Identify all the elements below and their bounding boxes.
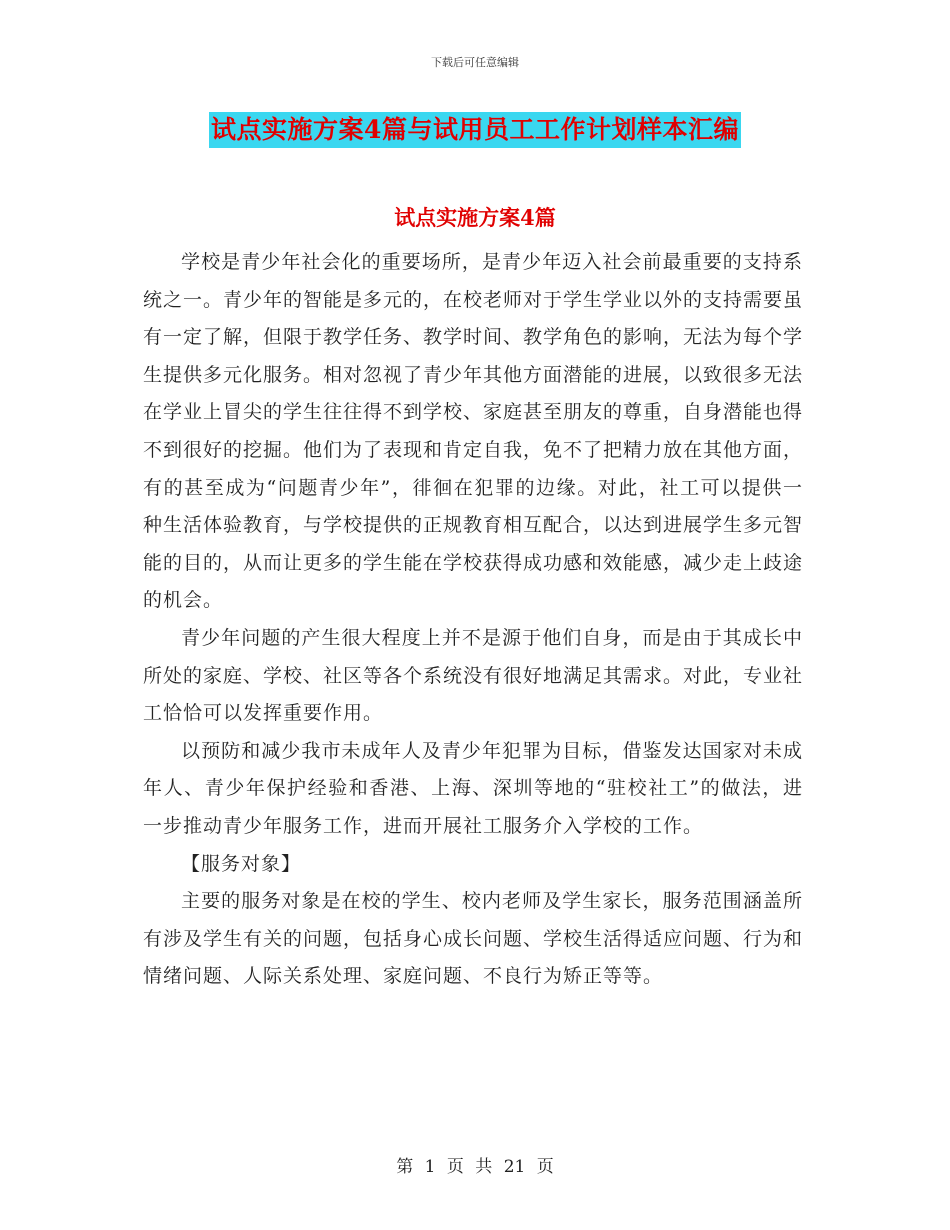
document-body bbox=[143, 244, 803, 996]
document-title-container bbox=[0, 112, 950, 148]
service-target-heading: 【服务对象】 bbox=[181, 852, 302, 875]
paragraph-5: 主要的服务对象是在校的学生、校内老师及学生家长，服务范围涵盖所有涉及学生有关的问题，包括身心成长问题、学校生活得适应问题、行为和情绪问题、人际关系处理、家庭问题、不良行为矫正等等。 bbox=[143, 890, 804, 988]
header-note: 下载后可任意编辑 bbox=[431, 56, 519, 69]
paragraph-1: 学校是青少年社会化的重要场所，是青少年迈入社会前最重要的支持系统之一。青少年的智能是多元的，在校老师对于学生学业以外的支持需要虽有一定了解，但限于教学任务、教学时间、教学角色的影响，无法为每个学生提供多元化服务。相对忽视了青少年其他方面潜能的进展，以致很多无法在学业上冒尖的学生往往得不到学校、家庭甚至朋友的尊重，自身潜能也得不到很好的挖掘。他们为了表现和肯定自我，免不了把精力放在其他方面，有的甚至成为“问题青少年”，徘徊在犯罪的边缘。对此，社工可以提供一种生活体验教育，与学校提供的正规教育相互配合，以达到进展学生多元智能的目的，从而让更多的学生能在学校获得成功感和效能感，减少走上歧途的机会。 bbox=[143, 251, 804, 612]
paragraph-2: 青少年问题的产生很大程度上并不是源于他们自身，而是由于其成长中所处的家庭、学校、社区等各个系统没有很好地满足其需求。对此，专业社工恰恰可以发挥重要作用。 bbox=[143, 626, 804, 725]
page-number: 第 1 页 共 21 页 bbox=[396, 1157, 554, 1177]
paragraph-3: 以预防和减少我市未成年人及青少年犯罪为目标，借鉴发达国家对未成年人、青少年保护经验和香港、上海、深圳等地的“驻校社工”的做法，进一步推动青少年服务工作，进而开展社工服务介入学校的工作。 bbox=[143, 739, 803, 837]
section-title: 试点实施方案4篇 bbox=[394, 205, 556, 230]
document-title: 试点实施方案4篇与试用员工工作计划样本汇编 bbox=[209, 112, 741, 148]
